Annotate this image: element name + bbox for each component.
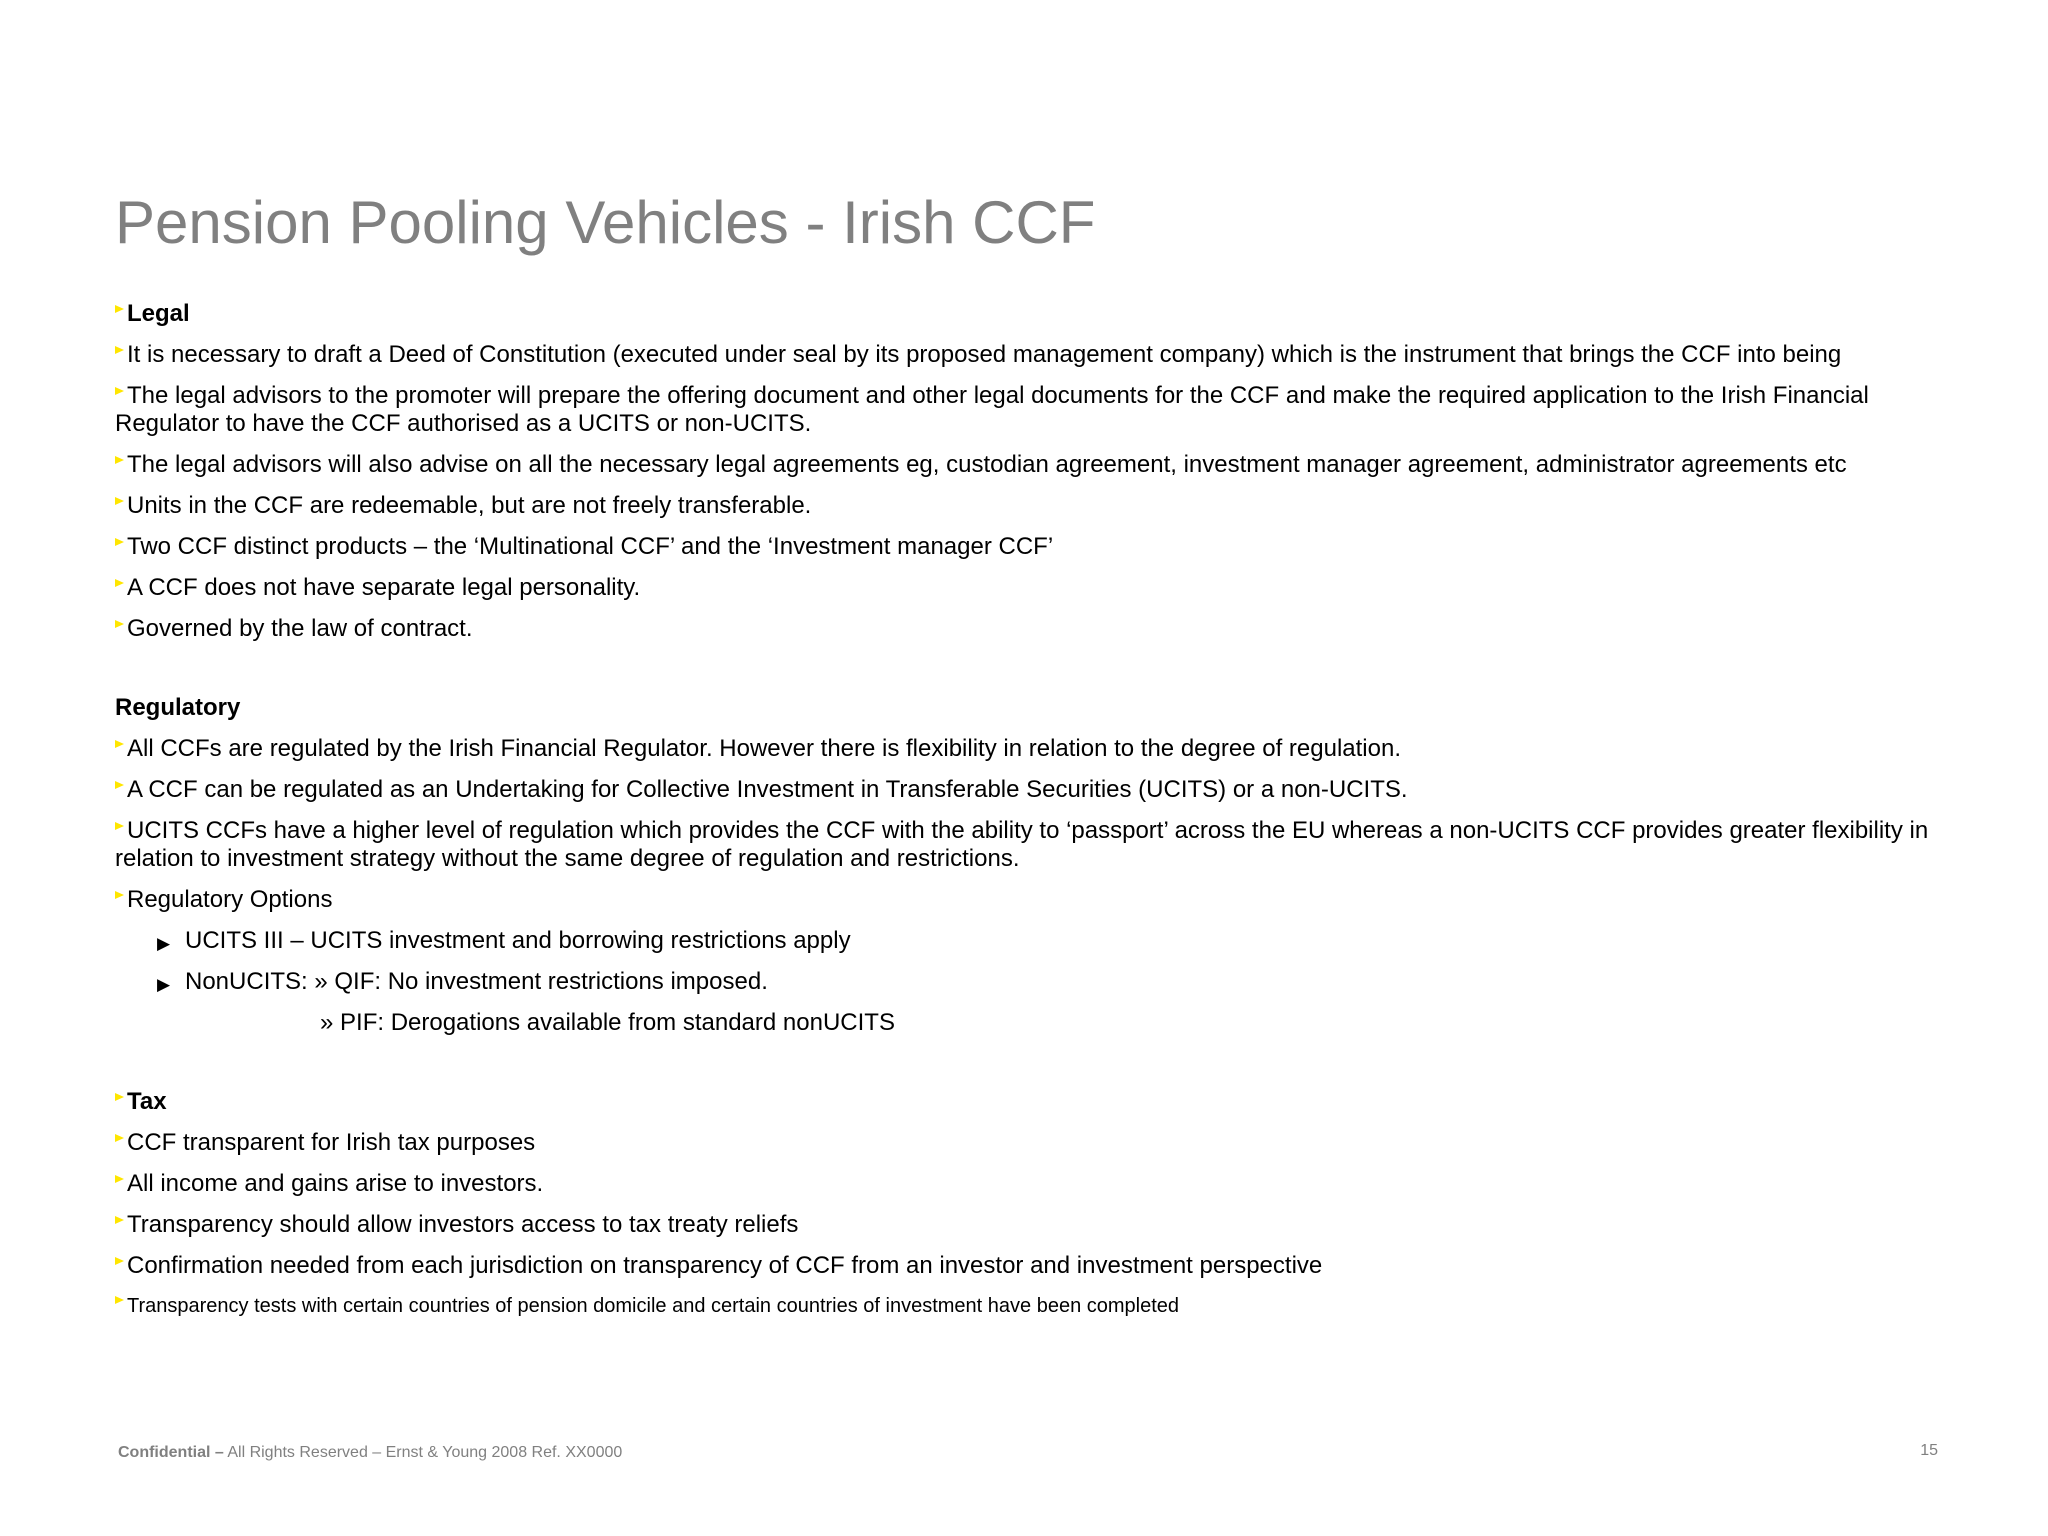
tax-bullet-5: Transparency tests with certain countries of pension domicile and certain countries of investment have been completed (115, 1293, 1935, 1319)
yellow-triangle-bullet-icon (115, 740, 124, 748)
yellow-triangle-bullet-icon (115, 538, 124, 546)
page-title: Pension Pooling Vehicles - Irish CCF (115, 189, 1096, 256)
legal-bullet-5: Two CCF distinct products – the ‘Multinational CCF’ and the ‘Investment manager CCF’ (115, 533, 1935, 561)
yellow-triangle-bullet-icon (115, 579, 124, 587)
yellow-triangle-bullet-icon (115, 346, 124, 354)
regulatory-option-1: ▶ UCITS III – UCITS investment and borrowing restrictions apply (115, 927, 1935, 955)
regulatory-bullet-3: UCITS CCFs have a higher level of regulation which provides the CCF with the ability to ‘passport’ across the EU whereas a non-UCITS CCF provides greater flexibility in relation to investment strategy without the same degree of regulation and restrictions. (115, 817, 1929, 872)
yellow-triangle-bullet-icon (115, 1216, 124, 1224)
tax-bullet-3: Transparency should allow investors access to tax treaty reliefs (115, 1211, 1935, 1239)
legal-bullet-1: It is necessary to draft a Deed of Constitution (executed under seal by its proposed management company) which is the instrument that brings the CCF into being (115, 341, 1935, 369)
tax-bullet-2: All income and gains arise to investors. (115, 1170, 1935, 1198)
regulatory-bullet-2: A CCF can be regulated as an Undertaking for Collective Investment in Transferable Securities (UCITS) or a non-UCITS. (115, 776, 1935, 804)
black-triangle-bullet-icon: ▶ (157, 934, 171, 953)
yellow-triangle-bullet-icon (115, 1093, 124, 1101)
tax-bullet-4: Confirmation needed from each jurisdiction on transparency of CCF from an investor and investment perspective (115, 1252, 1935, 1280)
section-gap (115, 656, 1935, 694)
yellow-triangle-bullet-icon (115, 1175, 124, 1183)
legal-bullet-4: Units in the CCF are redeemable, but are not freely transferable. (115, 492, 1935, 520)
yellow-triangle-bullet-icon (115, 387, 124, 395)
legal-bullet-3: The legal advisors will also advise on all the necessary legal agreements eg, custodian agreement, investment manager agreement, administrator agreements etc (115, 451, 1935, 479)
regulatory-heading: Regulatory (115, 694, 241, 721)
regulatory-bullet-1: All CCFs are regulated by the Irish Financial Regulator. However there is flexibility in relation to the degree of regulation. (115, 735, 1935, 763)
footer-confidential: Confidential – (118, 1444, 224, 1461)
page-number: 15 (1920, 1442, 1938, 1459)
regulatory-option-2-continuation: » PIF: Derogations available from standard nonUCITS (320, 1009, 895, 1036)
yellow-triangle-bullet-icon (115, 1257, 124, 1265)
yellow-triangle-bullet-icon (115, 822, 124, 830)
yellow-triangle-bullet-icon (115, 305, 124, 313)
black-triangle-bullet-icon: ▶ (157, 975, 171, 994)
legal-bullet-2: The legal advisors to the promoter will prepare the offering document and other legal documents for the CCF and make the required application to the Irish Financial Regulator to have the CCF authorised as a UCITS or non-UCITS. (115, 382, 1869, 437)
yellow-triangle-bullet-icon (115, 620, 124, 628)
regulatory-option-2: ▶ NonUCITS: » QIF: No investment restrictions imposed. (115, 968, 1935, 996)
yellow-triangle-bullet-icon (115, 456, 124, 464)
regulatory-bullet-4: Regulatory Options (115, 886, 1935, 914)
yellow-triangle-bullet-icon (115, 781, 124, 789)
legal-bullet-6: A CCF does not have separate legal personality. (115, 574, 1935, 602)
legal-bullet-7: Governed by the law of contract. (115, 615, 1935, 643)
tax-bullet-1: CCF transparent for Irish tax purposes (115, 1129, 1935, 1157)
yellow-triangle-bullet-icon (115, 497, 124, 505)
legal-heading: Legal (115, 300, 1935, 328)
section-gap (115, 1050, 1935, 1088)
yellow-triangle-bullet-icon (115, 1134, 124, 1142)
slide-body (115, 300, 1935, 1332)
yellow-triangle-bullet-icon (115, 1296, 124, 1304)
footer-copyright: All Rights Reserved – Ernst & Young 2008 Ref. XX0000 (223, 1444, 623, 1461)
yellow-triangle-bullet-icon (115, 891, 124, 899)
footer (118, 1444, 622, 1462)
tax-heading: Tax (115, 1088, 1935, 1116)
